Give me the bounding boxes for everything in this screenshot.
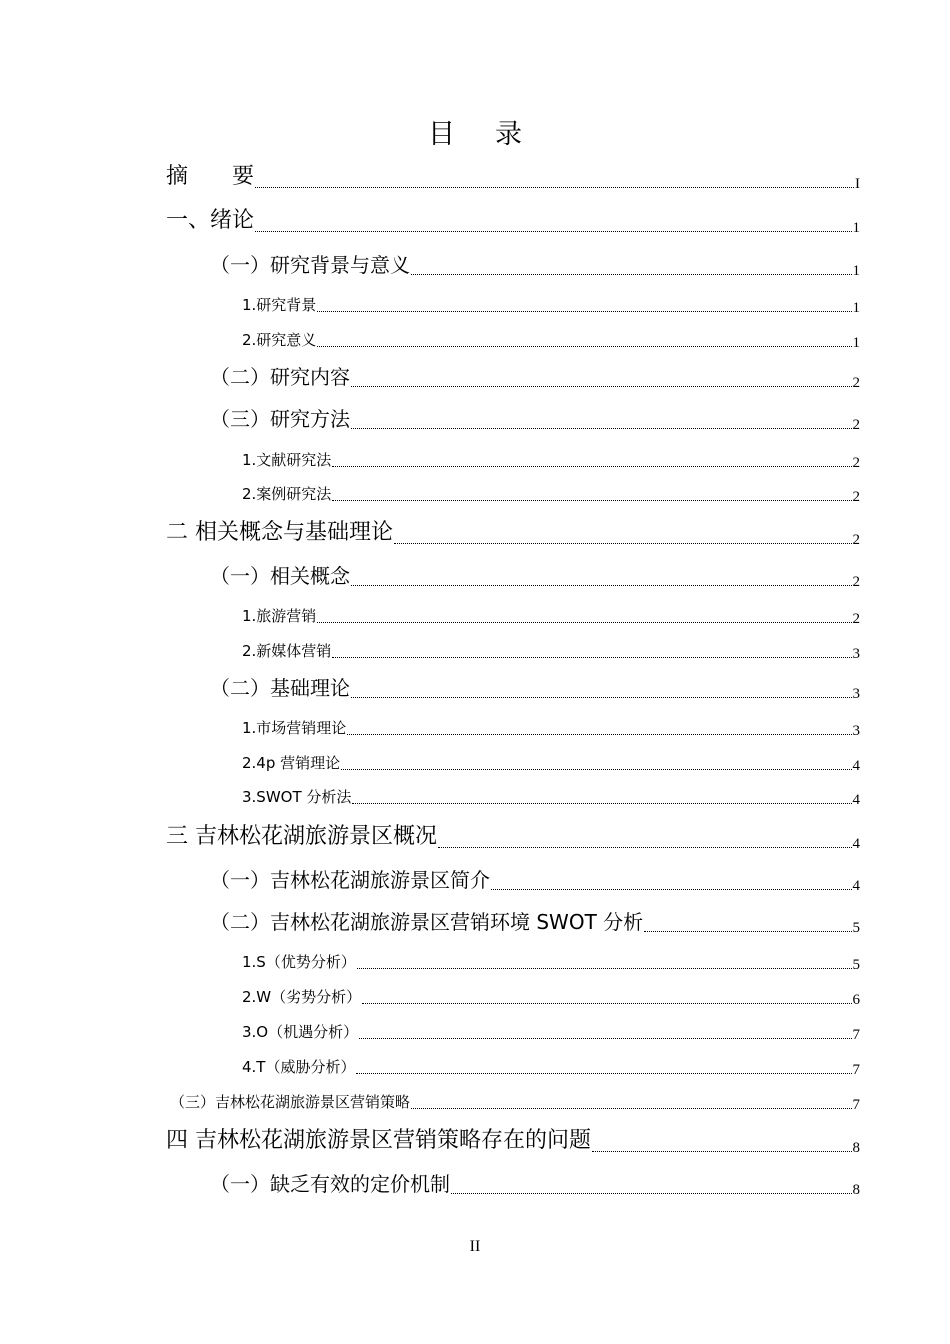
toc-entry-section-4-1[interactable]: （一）缺乏有效的定价机制 8 bbox=[210, 1172, 860, 1198]
dot-leader bbox=[451, 1193, 852, 1194]
toc-entry-subsection[interactable]: 2.研究意义 1 bbox=[242, 331, 860, 351]
dot-leader bbox=[351, 697, 852, 698]
dot-leader bbox=[644, 931, 851, 932]
dot-leader bbox=[357, 968, 852, 969]
dot-leader bbox=[351, 585, 852, 586]
toc-entry-section-3-1[interactable]: （一）吉林松花湖旅游景区简介 4 bbox=[210, 868, 860, 894]
page-number: II bbox=[469, 1238, 481, 1255]
dot-leader bbox=[317, 346, 851, 347]
toc-entry-section-3-2[interactable]: （二）吉林松花湖旅游景区营销环境 SWOT 分析 5 bbox=[210, 910, 860, 936]
dot-leader bbox=[394, 543, 852, 544]
toc-entry-section-1-2[interactable]: （二）研究内容 2 bbox=[210, 365, 860, 391]
toc-entry-subsection[interactable]: 1.文献研究法 2 bbox=[242, 451, 860, 471]
dot-leader bbox=[351, 428, 852, 429]
dot-leader bbox=[347, 734, 851, 735]
dot-leader bbox=[341, 769, 851, 770]
dot-leader bbox=[359, 1038, 851, 1039]
toc-entry-chapter-4[interactable]: 四 吉林松花湖旅游景区营销策略存在的问题 8 bbox=[166, 1128, 860, 1156]
toc-entry-subsection[interactable]: 3.O（机遇分析） 7 bbox=[242, 1023, 860, 1043]
dot-leader bbox=[332, 500, 851, 501]
dot-leader bbox=[255, 187, 854, 188]
dot-leader bbox=[317, 622, 851, 623]
toc-entry-subsection[interactable]: 4.T（威胁分析） 7 bbox=[242, 1058, 860, 1078]
toc-entry-section-2-2[interactable]: （二）基础理论 3 bbox=[210, 676, 860, 702]
dot-leader bbox=[438, 847, 852, 848]
toc-entry-subsection[interactable]: 3.SWOT 分析法 4 bbox=[242, 788, 860, 808]
dot-leader bbox=[351, 386, 852, 387]
toc-entry-chapter-2[interactable]: 二 相关概念与基础理论 2 bbox=[166, 520, 860, 548]
toc-entry-subsection[interactable]: 2.W（劣势分析） 6 bbox=[242, 988, 860, 1008]
toc-entry-section-3-3[interactable]: （三）吉林松花湖旅游景区营销策略 7 bbox=[170, 1093, 860, 1113]
dot-leader bbox=[356, 1073, 851, 1074]
toc-title: 目录 bbox=[428, 119, 562, 150]
toc-entry-section-2-1[interactable]: （一）相关概念 2 bbox=[210, 564, 860, 590]
dot-leader bbox=[352, 803, 851, 804]
toc-entry-section-1-1[interactable]: （一）研究背景与意义 1 bbox=[210, 253, 860, 279]
toc-entry-abstract[interactable]: 摘 要 I bbox=[166, 164, 860, 192]
dot-leader bbox=[411, 1108, 851, 1109]
toc-entry-chapter-1[interactable]: 一、绪论 1 bbox=[166, 208, 860, 236]
toc-entry-subsection[interactable]: 2.案例研究法 2 bbox=[242, 485, 860, 505]
dot-leader bbox=[255, 231, 851, 232]
toc-entry-subsection[interactable]: 2.新媒体营销 3 bbox=[242, 642, 860, 662]
dot-leader bbox=[332, 466, 851, 467]
dot-leader bbox=[592, 1151, 852, 1152]
toc-entry-chapter-3[interactable]: 三 吉林松花湖旅游景区概况 4 bbox=[166, 824, 860, 852]
dot-leader bbox=[332, 657, 851, 658]
toc-entry-subsection[interactable]: 1.旅游营销 2 bbox=[242, 607, 860, 627]
dot-leader bbox=[362, 1003, 851, 1004]
toc-entry-subsection[interactable]: 1.研究背景 1 bbox=[242, 296, 860, 316]
toc-entry-subsection[interactable]: 1.市场营销理论 3 bbox=[242, 719, 860, 739]
toc-entry-subsection[interactable]: 2.4p 营销理论 4 bbox=[242, 754, 860, 774]
toc-entry-subsection[interactable]: 1.S（优势分析） 5 bbox=[242, 953, 860, 973]
dot-leader bbox=[411, 274, 852, 275]
dot-leader bbox=[491, 889, 852, 890]
toc-entry-section-1-3[interactable]: （三）研究方法 2 bbox=[210, 407, 860, 433]
dot-leader bbox=[317, 311, 851, 312]
